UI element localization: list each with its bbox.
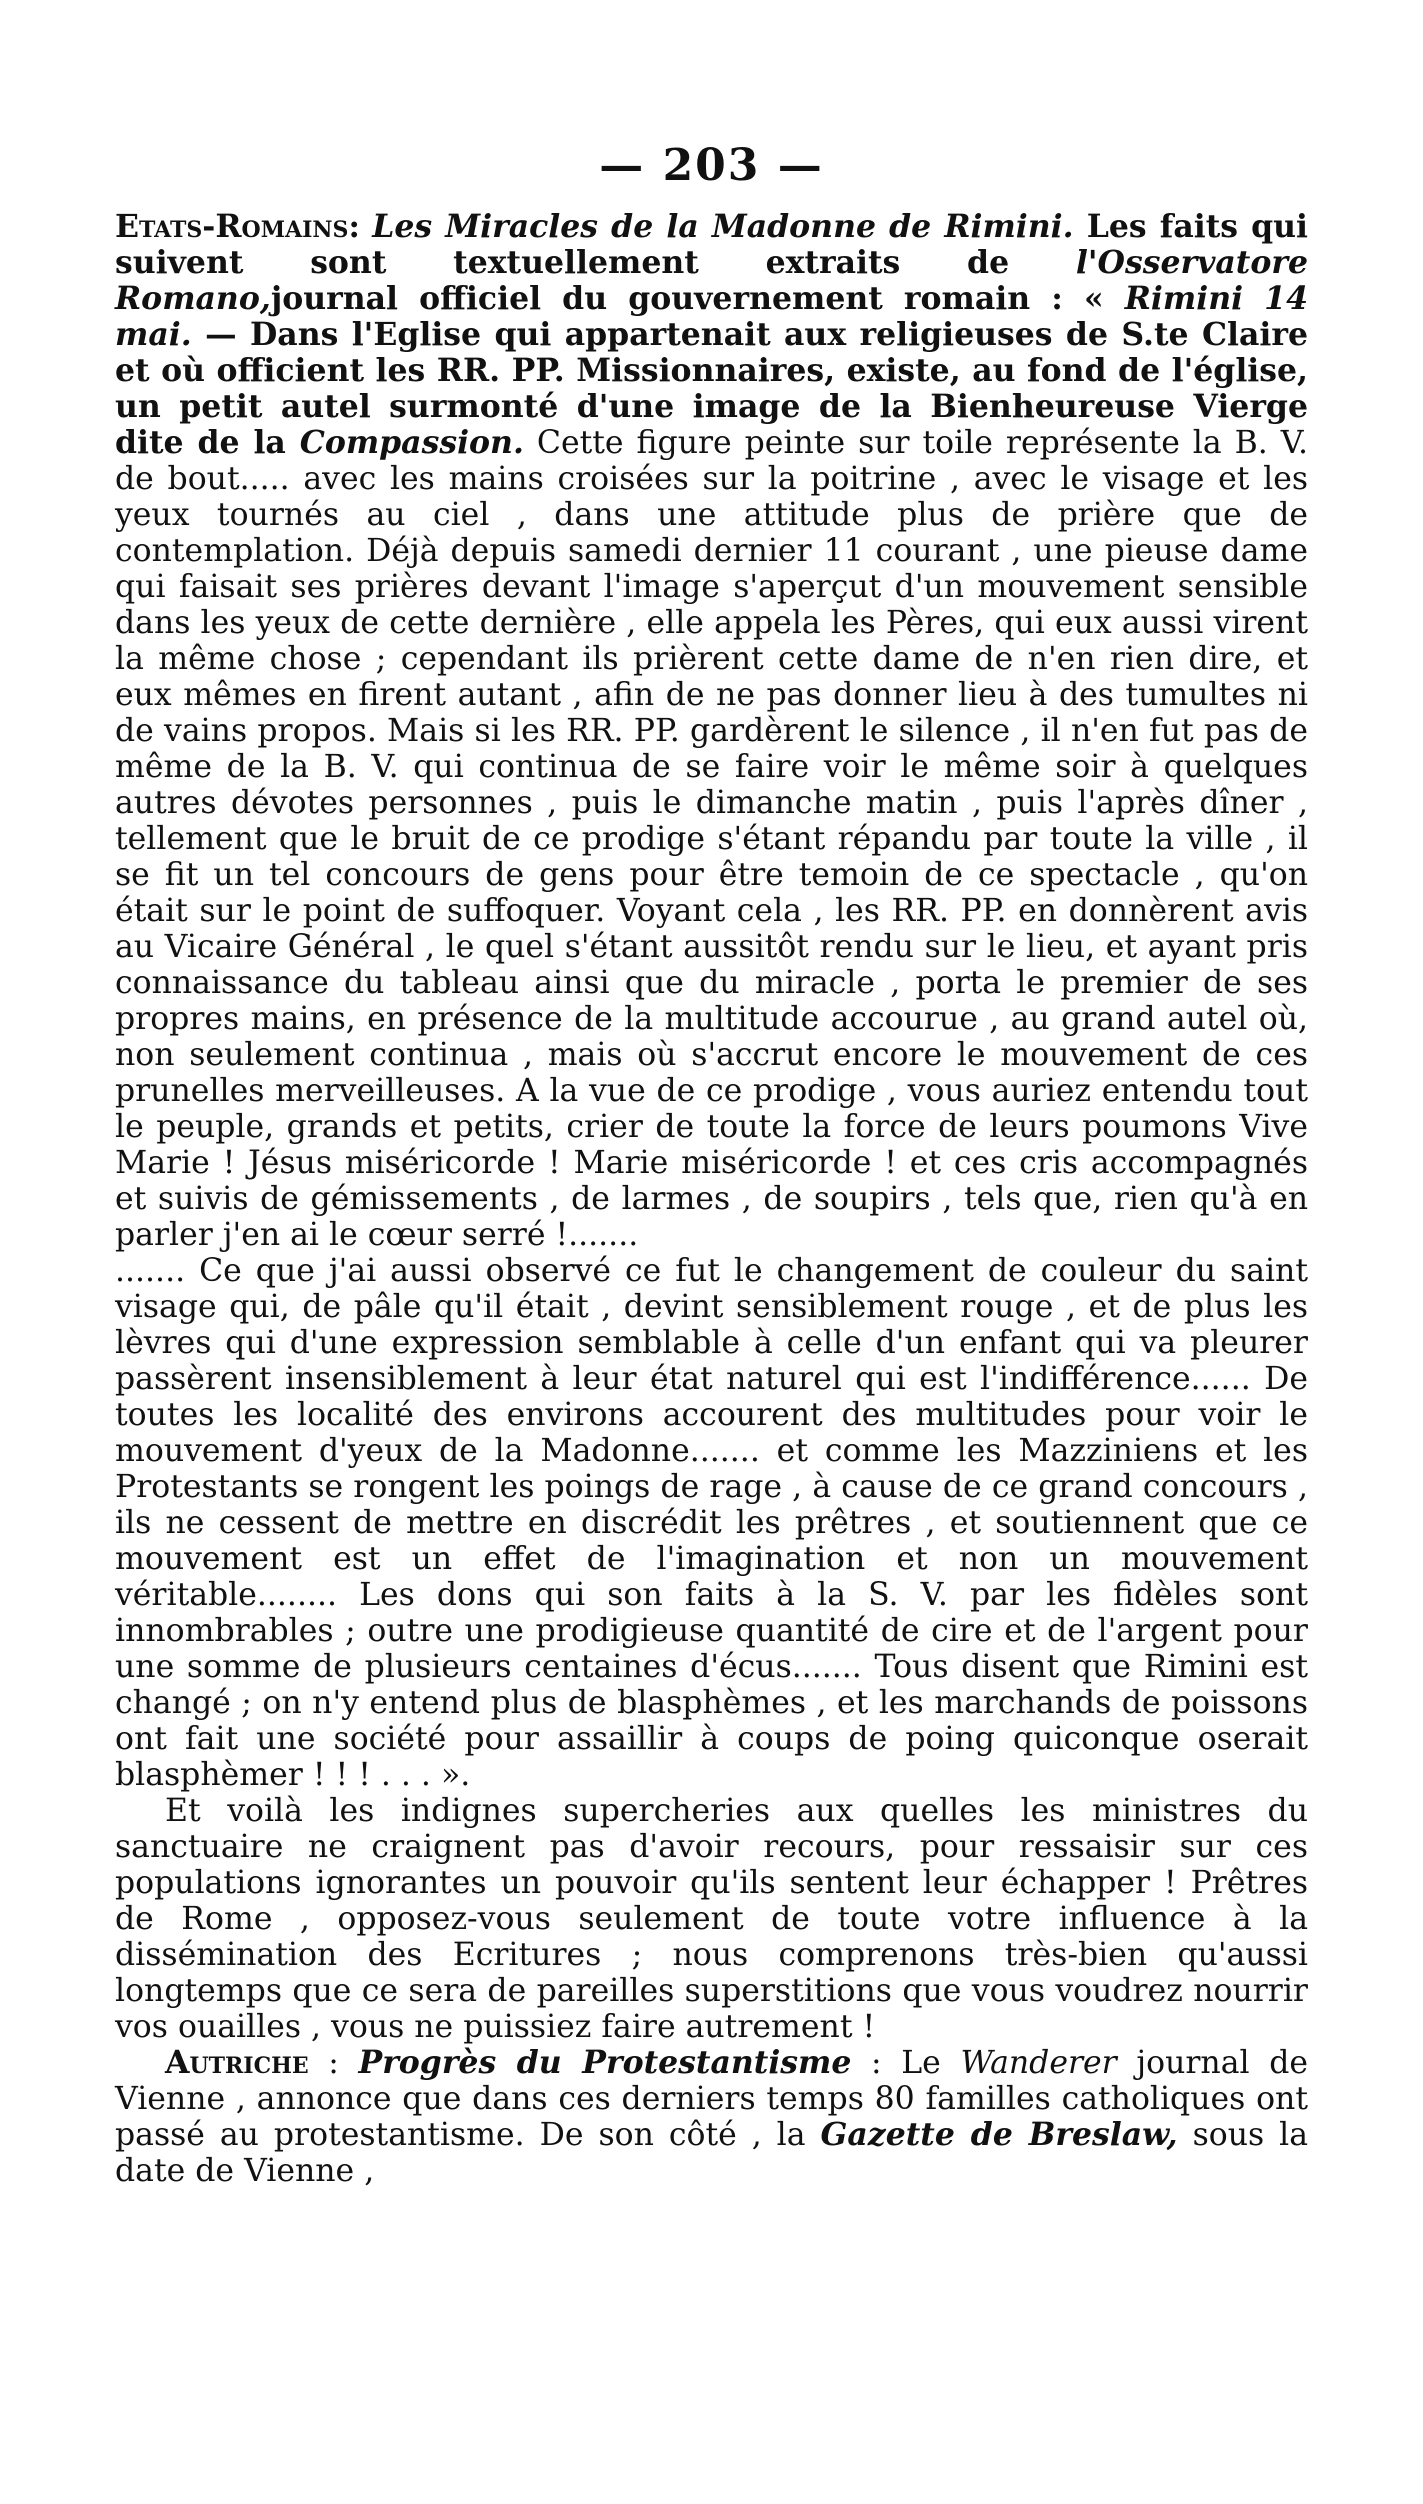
journal-name: l'Osservatore Romano, (115, 244, 1308, 317)
text-run: Cette figure peinte sur toile représente la B. V. de bout..... avec les mains croisées sur la poitrine , avec le visage et les yeux tournés au ciel , dans une attitude plus de prière que de contemplation. Déjà depuis samedi dernier 11 courant , une pieuse dame qui faisait ses prières devant l'image s'aperçut d'un mouvement sensible dans les yeux de cette dernière , elle appela les Pères, qui eux aussi virent la même chose ; cependant ils prièrent cette dame de n'en rien dire, et eux mêmes en firent autant , afin de ne pas donner lieu à des tumultes ni de vains propos. Mais si les RR. PP. gardèrent le silence , il n'en fut pas de même de la B. V. qui continua de se faire voir le même soir à quelques autres dévotes personnes , puis le dimanche matin , puis l'après dîner , tellement que le bruit de ce prodige s'étant répandu par toute la ville , il se fit un tel concours de gens pour être temoin de ce spectacle , qu'on était sur le point de suffoquer. Voyant cela , les RR. PP. en donnèrent avis au Vicaire Général , le quel s'étant aussitôt rendu sur le lieu, et ayant pris connaissance du tableau ainsi que du miracle , porta le premier de ses propres mains, en présence de la multitude accourue , au grand autel où, non seulement continua , mais où s'accrut encore le mouvement de ces prunelles merveilleuses. A la vue de ce prodige , vous auriez entendu tout le peuple, grands et petits, crier de toute la force de leurs poumons Vive Marie ! Jésus miséricorde ! Marie miséricorde ! et ces cris accompagnés et suivis de gémissements , de larmes , de soupirs , tels que, rien qu'à en parler j'en ai le cœur serré !....... (115, 425, 1308, 1253)
dateline: Rimini 14 mai. (115, 280, 1308, 353)
paragraph-autriche (115, 2045, 1308, 2189)
text-run: — Dans l'Eglise qui appartenait aux religieuses de S.te Claire et où officient les RR. PP. Missionnaires, existe, au fond de l'église, un petit autel surmonté d'une image de la Bienheureuse Vierge dite de la (115, 316, 1308, 461)
article-title-progres: Progrès du Protestantisme (358, 2044, 852, 2081)
wanderer-title: Wanderer (960, 2045, 1117, 2081)
paragraph-commentary: Et voilà les indignes supercheries aux quelles les ministres du sanctuaire ne craignent pas d'avoir recours, pour ressaisir sur ces populations ignorantes un pouvoir qu'ils sentent leur échapper ! Prêtres de Rome , opposez-vous seulement de toute votre influence à la dissémination des Ecritures ; nous comprenons très-bien qu'aussi longtemps que ce sera de pareilles superstitions que vous voudrez nourrir vos ouailles , vous ne puissiez faire autrement ! (115, 1793, 1308, 2045)
text-run: : (308, 2045, 359, 2081)
gazette-title: Gazette de Breslaw, (820, 2116, 1178, 2153)
compassion-term: Compassion. (299, 424, 524, 461)
text-run: Les faits qui suivent sont textuellement extraits de (115, 208, 1309, 281)
section-heading-etats-romains: Etats-Romains: (115, 208, 361, 245)
page-number: — 203 — (599, 140, 824, 191)
text-run: journal de Vienne , annonce que dans ces derniers temps 80 familles catholiques ont passé au protestantisme. De son côté , la (115, 2045, 1309, 2153)
paragraph-observation: ....... Ce que j'ai aussi observé ce fut le changement de couleur du saint visage qui, de pâle qu'il était , devint sensiblement rouge , et de plus les lèvres qui d'une expression semblable à celle d'un enfant qui va pleurer passèrent insensiblement à leur état naturel qui est l'indifférence...... De toutes les localité des environs accourent des multitudes pour voir le mouvement d'yeux de la Madonne....... et comme les Mazziniens et les Protestants se rongent les poings de rage , à cause de ce grand concours , ils ne cessent de mettre en discrédit les prêtres , et soutiennent que ce mouvement est un effet de l'imagination et non un mouvement véritable........ Les dons qui son faits à la S. V. par les fidèles sont innombrables ; outre une prodigieuse quantité de cire et de l'argent pour une somme de plusieurs centaines d'écus....... Tous disent que Rimini est changé ; on n'y entend plus de blasphèmes , et les marchands de poissons ont fait une société pour assaillir à coups de poing quiconque oserait blasphèmer ! ! ! . . . ». (115, 1253, 1308, 1793)
paragraph-etats-romains (115, 209, 1308, 1253)
text-run: : Le (851, 2045, 961, 2081)
article-title-miracles: Les Miracles de la Madonne de Rimini. (372, 208, 1074, 245)
text-run: journal officiel du gouvernement romain : « (270, 280, 1125, 317)
text-run: sous la date de Vienne , (115, 2117, 1308, 2189)
section-heading-autriche: Autriche (165, 2044, 309, 2081)
